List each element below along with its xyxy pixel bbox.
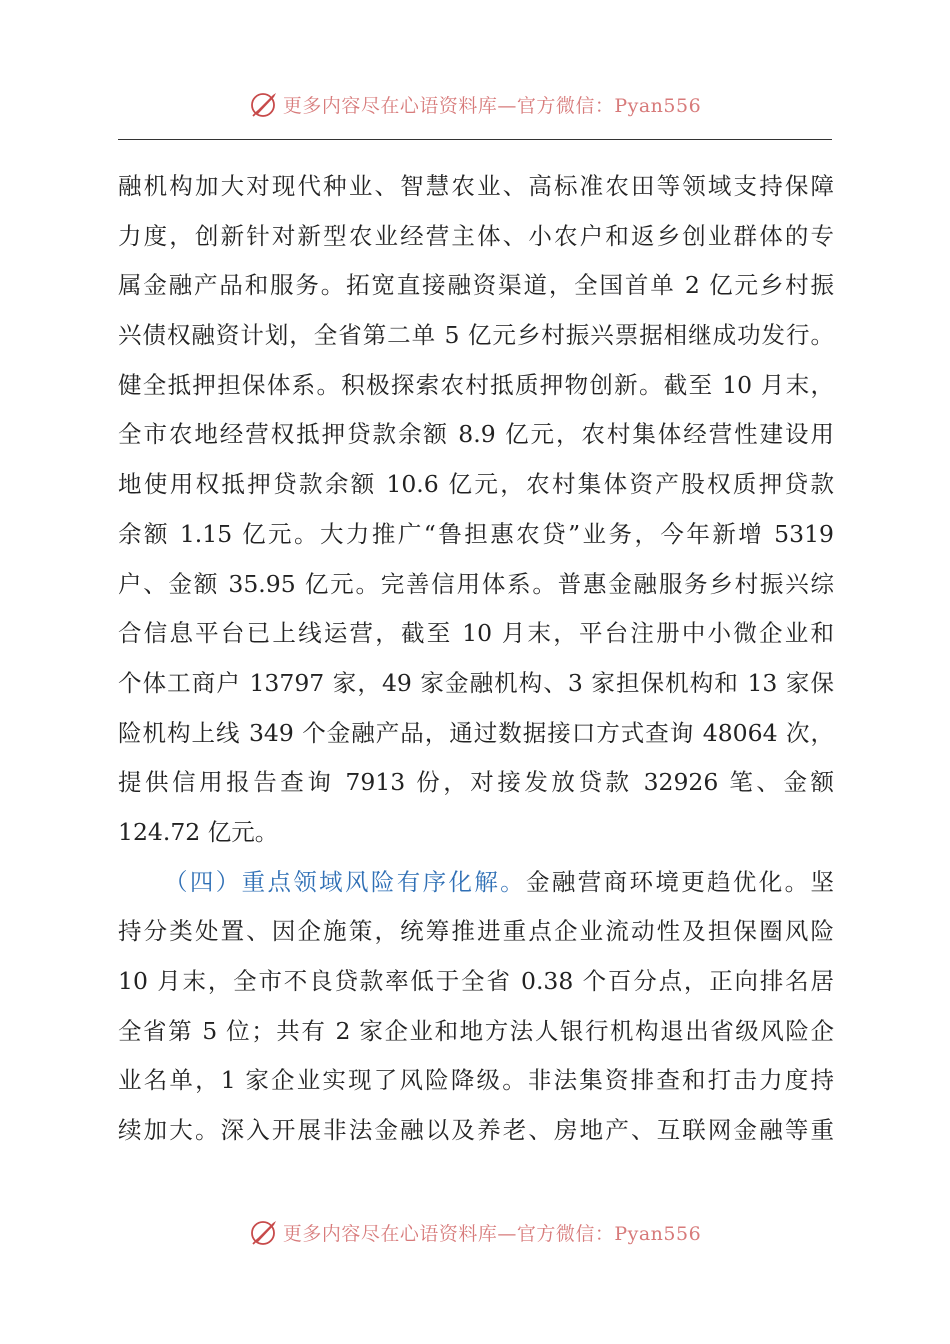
text-line: 地使用权抵押贷款余额 10.6 亿元，农村集体资产股权质押贷款 (118, 470, 834, 499)
text-line: 合信息平台已上线运营，截至 10 月末，平台注册中小微企业和 (118, 619, 834, 648)
text-line: 属金融产品和服务。拓宽直接融资渠道，全国首单 2 亿元乡村振 (118, 271, 834, 300)
text-line: 兴债权融资计划，全省第二单 5 亿元乡村振兴票据相继成功发行。 (118, 321, 834, 350)
header-divider (118, 139, 832, 140)
text-line: 融机构加大对现代种业、智慧农业、高标准农田等领域支持保障 (118, 172, 834, 200)
watermark-text: 更多内容尽在心语资料库—官方微信：Pyan556 (282, 94, 702, 117)
text-line: 全省第 5 位；共有 2 家企业和地方法人银行机构退出省级风险企 (118, 1016, 834, 1045)
text-line: 持分类处置、因企施策，统筹推进重点企业流动性及担保圈风险 (118, 917, 834, 946)
quill-pen-logo-icon (249, 1217, 279, 1247)
text-line: 个体工商户 13797 家，49 家金融机构、3 家担保机构和 13 家保 (118, 668, 834, 697)
footer-watermark (0, 1212, 950, 1252)
text-line: 余额 1.15 亿元。大力推广“鲁担惠农贷”业务，今年新增 5319 (118, 519, 834, 548)
quill-pen-logo-icon (249, 89, 279, 119)
section-first-line (118, 858, 834, 908)
text-line: 124.72 亿元。 (118, 817, 279, 846)
text-line: 全市农地经营权抵押贷款余额 8.9 亿元，农村集体经营性建设用 (118, 420, 834, 449)
text-line: 险机构上线 349 个金融产品，通过数据接口方式查询 48064 次， (118, 718, 834, 747)
header-watermark (0, 84, 950, 124)
text-line: 10 月末，全市不良贷款率低于全省 0.38 个百分点，正向排名居 (118, 967, 834, 995)
section-heading: （四）重点领域风险有序化解。 (164, 867, 527, 896)
document-body (118, 162, 834, 1156)
section-first-line-text: 金融营商环境更趋优化。坚 (526, 867, 835, 896)
text-line: 续加大。深入开展非法金融以及养老、房地产、互联网金融等重 (118, 1116, 834, 1145)
text-line: 提供信用报告查询 7913 份，对接发放贷款 32926 笔、金额 (118, 768, 834, 797)
text-line: 户、金额 35.95 亿元。完善信用体系。普惠金融服务乡村振兴综 (118, 569, 834, 598)
text-line: 力度，创新针对新型农业经营主体、小农户和返乡创业群体的专 (118, 221, 834, 250)
text-line: 健全抵押担保体系。积极探索农村抵质押物创新。截至 10 月末， (118, 370, 834, 399)
watermark-text: 更多内容尽在心语资料库—官方微信：Pyan556 (282, 1222, 702, 1245)
text-line: 业名单，1 家企业实现了风险降级。非法集资排查和打击力度持 (118, 1066, 834, 1095)
